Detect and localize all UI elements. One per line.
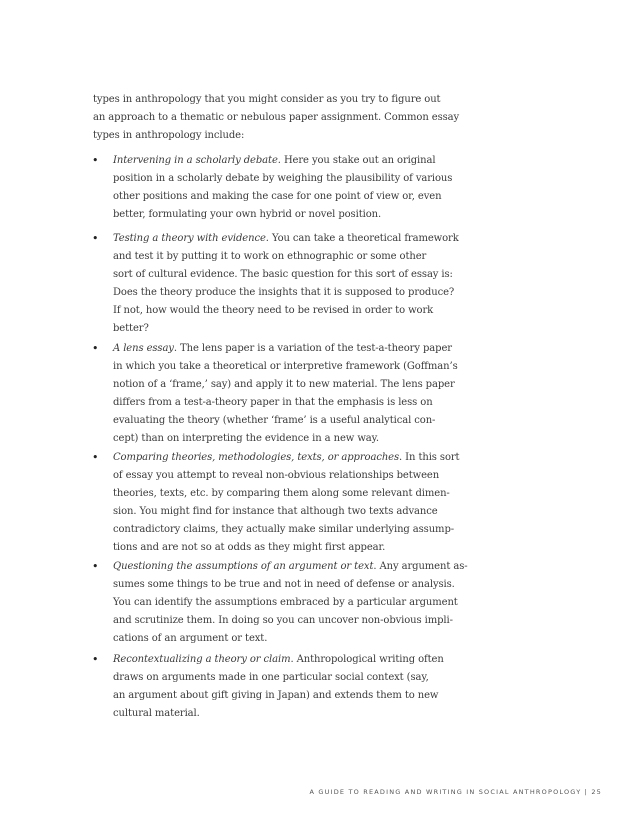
text-line: Does the theory produce the insights that it is supposed to produce? — [113, 287, 455, 298]
bullet-text: . Here you stake out an original — [277, 155, 436, 166]
text-line: cept) than on interpreting the evidence in a new way. — [113, 433, 379, 444]
bullet-title: Comparing theories, methodologies, texts, or approaches — [113, 452, 400, 463]
text-line: If not, how would the theory need to be revised in order to work — [113, 305, 434, 316]
bullet-title: Intervening in a scholarly debate — [113, 155, 278, 166]
text-line: contradictory claims, they actually make similar underlying assump- — [113, 524, 455, 535]
bullet-title: A lens essay — [113, 343, 174, 354]
bullet-text: . In this sort — [399, 452, 460, 463]
text-line: draws on arguments made in one particular social context (say, — [113, 672, 429, 683]
bullet-item — [92, 152, 453, 224]
bullet-icon: • — [92, 342, 99, 355]
text-line: and test it by putting it to work on ethnographic or some other — [113, 251, 427, 262]
bullet-icon: • — [92, 451, 99, 464]
text-line: theories, texts, etc. by comparing them along some relevant dimen- — [113, 488, 450, 499]
text-line: and scrutinize them. In doing so you can uncover non-obvious impli- — [113, 615, 453, 626]
bullet-icon: • — [92, 653, 99, 666]
text-line: position in a scholarly debate by weighing the plausibility of various — [113, 173, 453, 184]
bullet-item — [92, 651, 444, 723]
text-line: better? — [113, 323, 149, 334]
bullet-item — [92, 230, 459, 338]
page-footer: A GUIDE TO READING AND WRITING IN SOCIAL ANTHROPOLOGY | 25 — [309, 788, 602, 796]
text-line: other positions and making the case for one point of view or, even — [113, 191, 442, 202]
text-line: cations of an argument or text. — [113, 633, 268, 644]
bullet-text: . Anthropological writing often — [290, 654, 444, 665]
text-line: evaluating the theory (whether ‘frame’ is a useful analytical con- — [113, 415, 436, 426]
text-line: types in anthropology that you might consider as you try to figure out — [93, 94, 441, 105]
bullet-item — [92, 558, 468, 648]
bullet-item — [92, 449, 460, 557]
text-line: sumes some things to be true and not in need of defense or analysis. — [113, 579, 455, 590]
text-line: types in anthropology include: — [93, 130, 245, 141]
text-line: tions and are not so at odds as they might first appear. — [113, 542, 386, 553]
intro-paragraph — [93, 91, 460, 145]
bullet-icon: • — [92, 232, 99, 245]
bullet-item — [92, 340, 458, 448]
text-line: better, formulating your own hybrid or novel position. — [113, 209, 382, 220]
text-line: an argument about gift giving in Japan) and extends them to new — [113, 690, 439, 701]
text-line: differs from a test-a-theory paper in that the emphasis is less on — [113, 397, 433, 408]
text-line: in which you take a theoretical or interpretive framework (Goffman’s — [113, 361, 458, 372]
bullet-text: . You can take a theoretical framework — [265, 233, 459, 244]
text-line: notion of a ‘frame,’ say) and apply it to new material. The lens paper — [113, 379, 455, 390]
bullet-title: Recontextualizing a theory or claim — [113, 654, 291, 665]
text-line: of essay you attempt to reveal non-obvious relationships between — [113, 470, 440, 481]
text-line: an approach to a thematic or nebulous paper assignment. Common essay — [93, 112, 460, 123]
bullet-title: Questioning the assumptions of an argument or text — [113, 561, 374, 572]
bullet-text: . The lens paper is a variation of the test-a-theory paper — [173, 343, 452, 354]
text-line: cultural material. — [113, 708, 200, 719]
text-line: sion. You might find for instance that although two texts advance — [113, 506, 438, 517]
text-line: You can identify the assumptions embraced by a particular argument — [113, 597, 458, 608]
text-line: sort of cultural evidence. The basic question for this sort of essay is: — [113, 269, 453, 280]
bullet-title: Testing a theory with evidence — [113, 233, 266, 244]
bullet-icon: • — [92, 154, 99, 167]
bullet-icon: • — [92, 560, 99, 573]
bullet-text: . Any argument as- — [373, 561, 468, 572]
